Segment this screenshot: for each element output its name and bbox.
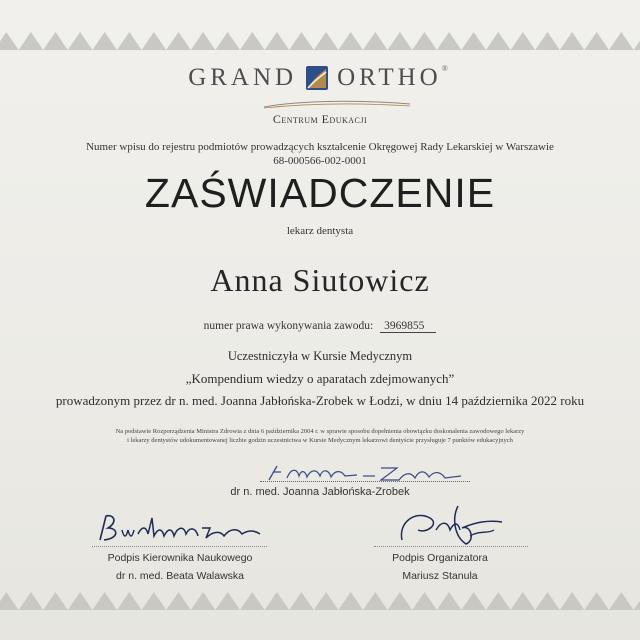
border-triangle: [0, 592, 19, 610]
legal-note-line-2: i lekarzy dentystów udokumentowanej liczbie godzin uczestnictwa w Kursie Medycznym lekarzowi dentyście przysługuje 7 punktów edukacyjnych: [127, 436, 513, 444]
border-triangle: [265, 32, 290, 50]
border-triangle: [191, 592, 216, 610]
top-triangle-border: [0, 28, 640, 54]
lecturer-name: dr n. med. Joanna Jabłońska-Zrobek: [230, 486, 410, 498]
border-triangle: [92, 32, 117, 50]
border-triangle: [584, 32, 609, 50]
border-triangle: [240, 32, 265, 50]
registry-text: Numer wpisu do rejestru podmiotów prowadzących kształcenie Okręgowej Rady Lekarskiej w Warszawie: [86, 141, 554, 153]
license-number: 3969855: [380, 320, 436, 333]
border-triangle: [166, 592, 191, 610]
organizer-signature: [396, 500, 506, 552]
border-triangle: [412, 592, 437, 610]
scientific-director-caption: [70, 550, 290, 586]
border-triangle: [486, 592, 511, 610]
border-triangle: [338, 592, 363, 610]
border-triangle: [560, 592, 585, 610]
border-triangle: [437, 592, 462, 610]
bottom-triangle-border: [0, 588, 640, 614]
border-triangle: [19, 592, 44, 610]
logo: [0, 64, 640, 92]
border-triangle: [314, 32, 339, 50]
scientific-director-signature: [92, 508, 267, 550]
right-caption-name: Mariusz Stanula: [402, 569, 478, 582]
border-triangle: [68, 32, 93, 50]
lecturer-signature: [265, 460, 465, 486]
border-triangle: [117, 32, 142, 50]
license-label: numer prawa wykonywania zawodu:: [203, 320, 374, 332]
border-triangle: [215, 32, 240, 50]
border-triangle: [166, 32, 191, 50]
border-triangle: [388, 32, 413, 50]
centrum-edukacji: Centrum Edukacji: [272, 112, 368, 126]
border-triangle: [142, 592, 167, 610]
license-line: [0, 320, 640, 333]
border-triangle: [634, 32, 640, 50]
border-triangle: [92, 592, 117, 610]
border-triangle: [511, 32, 536, 50]
course-details: prowadzonym przez dr n. med. Joanna Jabłońska-Zrobek w Łodzi, w dniu 14 października 2022 roku: [55, 393, 585, 408]
border-triangle: [363, 32, 388, 50]
right-signature-line: [374, 546, 528, 547]
border-triangle: [265, 592, 290, 610]
border-triangle: [215, 592, 240, 610]
border-triangle: [0, 32, 19, 50]
border-triangle: [461, 32, 486, 50]
course-participation: Uczestniczyła w Kursie Medycznym: [227, 349, 413, 363]
border-triangle: [584, 592, 609, 610]
border-triangle: [338, 32, 363, 50]
border-triangle: [535, 592, 560, 610]
legal-note-line-1: Na podstawie Rozporządzenia Ministra Zdrowia z dnia 6 października 2004 r. w sprawie sposobu dopełnienia obowiązku doskonalenia zawodowego lekarzy: [115, 428, 525, 435]
certificate-title: ZAŚWIADCZENIE: [144, 170, 496, 216]
legal-note: [0, 428, 640, 446]
logo-word-grand: GRAND: [188, 64, 298, 91]
recipient-name: Anna Siutowicz: [210, 262, 430, 298]
border-triangle: [363, 592, 388, 610]
course-title: „Kompendium wiedzy o aparatach zdejmowanych”: [185, 371, 455, 386]
registry-info: [0, 140, 640, 169]
border-triangle: [412, 32, 437, 50]
border-triangle: [19, 32, 44, 50]
left-signature-line: [92, 546, 267, 547]
grand-ortho-mark-icon: [305, 65, 329, 91]
border-triangle: [43, 32, 68, 50]
border-triangle: [388, 592, 413, 610]
border-triangle: [240, 592, 265, 610]
border-triangle: [560, 32, 585, 50]
border-triangle: [142, 32, 167, 50]
organizer-caption: [360, 550, 520, 586]
border-triangle: [535, 32, 560, 50]
registry-number: 68-000566-002-0001: [273, 155, 367, 168]
border-triangle: [289, 592, 314, 610]
lecturer-signature-line: [260, 481, 470, 482]
border-triangle: [191, 32, 216, 50]
border-triangle: [43, 592, 68, 610]
border-triangle: [511, 592, 536, 610]
border-triangle: [68, 592, 93, 610]
border-triangle: [609, 32, 634, 50]
registered-mark: ®: [441, 64, 452, 73]
logo-swoosh: [262, 98, 412, 110]
border-triangle: [486, 32, 511, 50]
left-caption-name: dr n. med. Beata Walawska: [116, 569, 244, 582]
border-triangle: [634, 592, 640, 610]
border-triangle: [314, 592, 339, 610]
border-triangle: [289, 32, 314, 50]
right-caption-title: Podpis Organizatora: [392, 552, 488, 564]
border-triangle: [609, 592, 634, 610]
profession: lekarz dentysta: [286, 225, 354, 237]
border-triangle: [461, 592, 486, 610]
logo-word-ortho: ORTHO®: [337, 64, 452, 91]
border-triangle: [117, 592, 142, 610]
border-triangle: [437, 32, 462, 50]
left-caption-title: Podpis Kierownika Naukowego: [107, 552, 253, 564]
